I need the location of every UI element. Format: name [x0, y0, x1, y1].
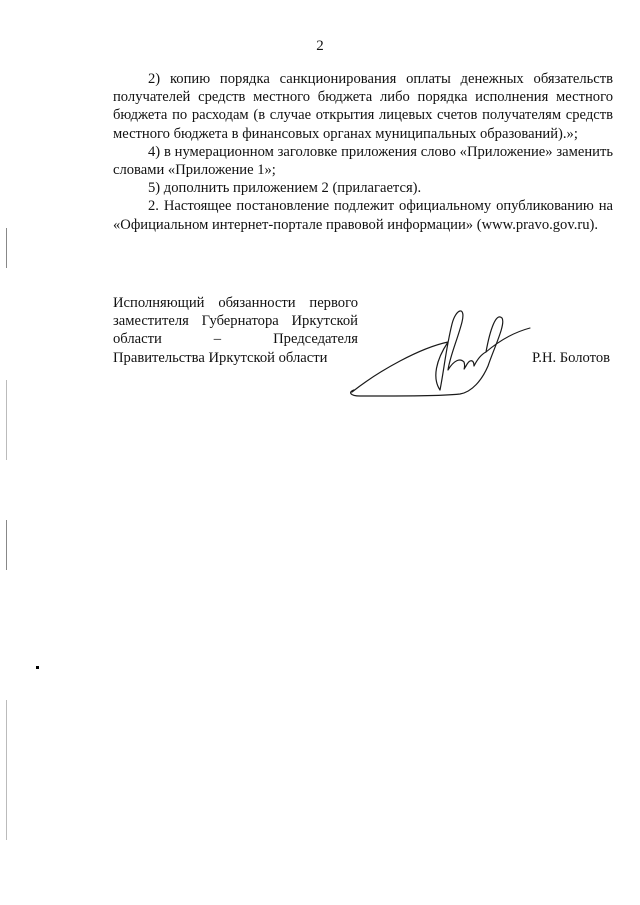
scan-edge-mark — [6, 228, 7, 268]
paragraph-budget-procedure: 2) копию порядка санкционирования оплаты денежных обязательств получателей средств местного бюджета либо порядка исполнения местного бюджета по расходам (в случае открытия лицевых счетов получателям средств местного бюджета в финансовых органах муниципальных образований).»; — [113, 71, 613, 142]
scan-edge-mark — [6, 520, 7, 570]
scan-edge-mark — [6, 700, 7, 840]
paragraph-publication: 2. Настоящее постановление подлежит официальному опубликованию на «Официальном интернет-портале правовой информации» (www.pravo.gov.ru). — [113, 198, 613, 233]
paragraph-appendix-title: 4) в нумерационном заголовке приложения слово «Приложение» заменить словами «Приложение 1»; — [113, 143, 613, 179]
signatory-title-line: Правительства Иркутской области — [113, 349, 328, 366]
paragraph-add-appendix: 5) дополнить приложением 2 (прилагается). — [148, 180, 422, 197]
signatory-title — [113, 294, 358, 367]
handwritten-signature — [340, 300, 540, 405]
scan-dot — [36, 666, 39, 669]
document-body — [113, 70, 613, 234]
page-number: 2 — [316, 38, 324, 54]
signatory-title-line: области – Председателя — [113, 331, 358, 348]
signer-name: Р.Н. Болотов — [532, 350, 611, 366]
scan-edge-mark — [6, 380, 7, 460]
signatory-title-line: заместителя Губернатора Иркутской — [113, 313, 358, 330]
signatory-title-line: Исполняющий обязанности первого — [113, 295, 358, 311]
